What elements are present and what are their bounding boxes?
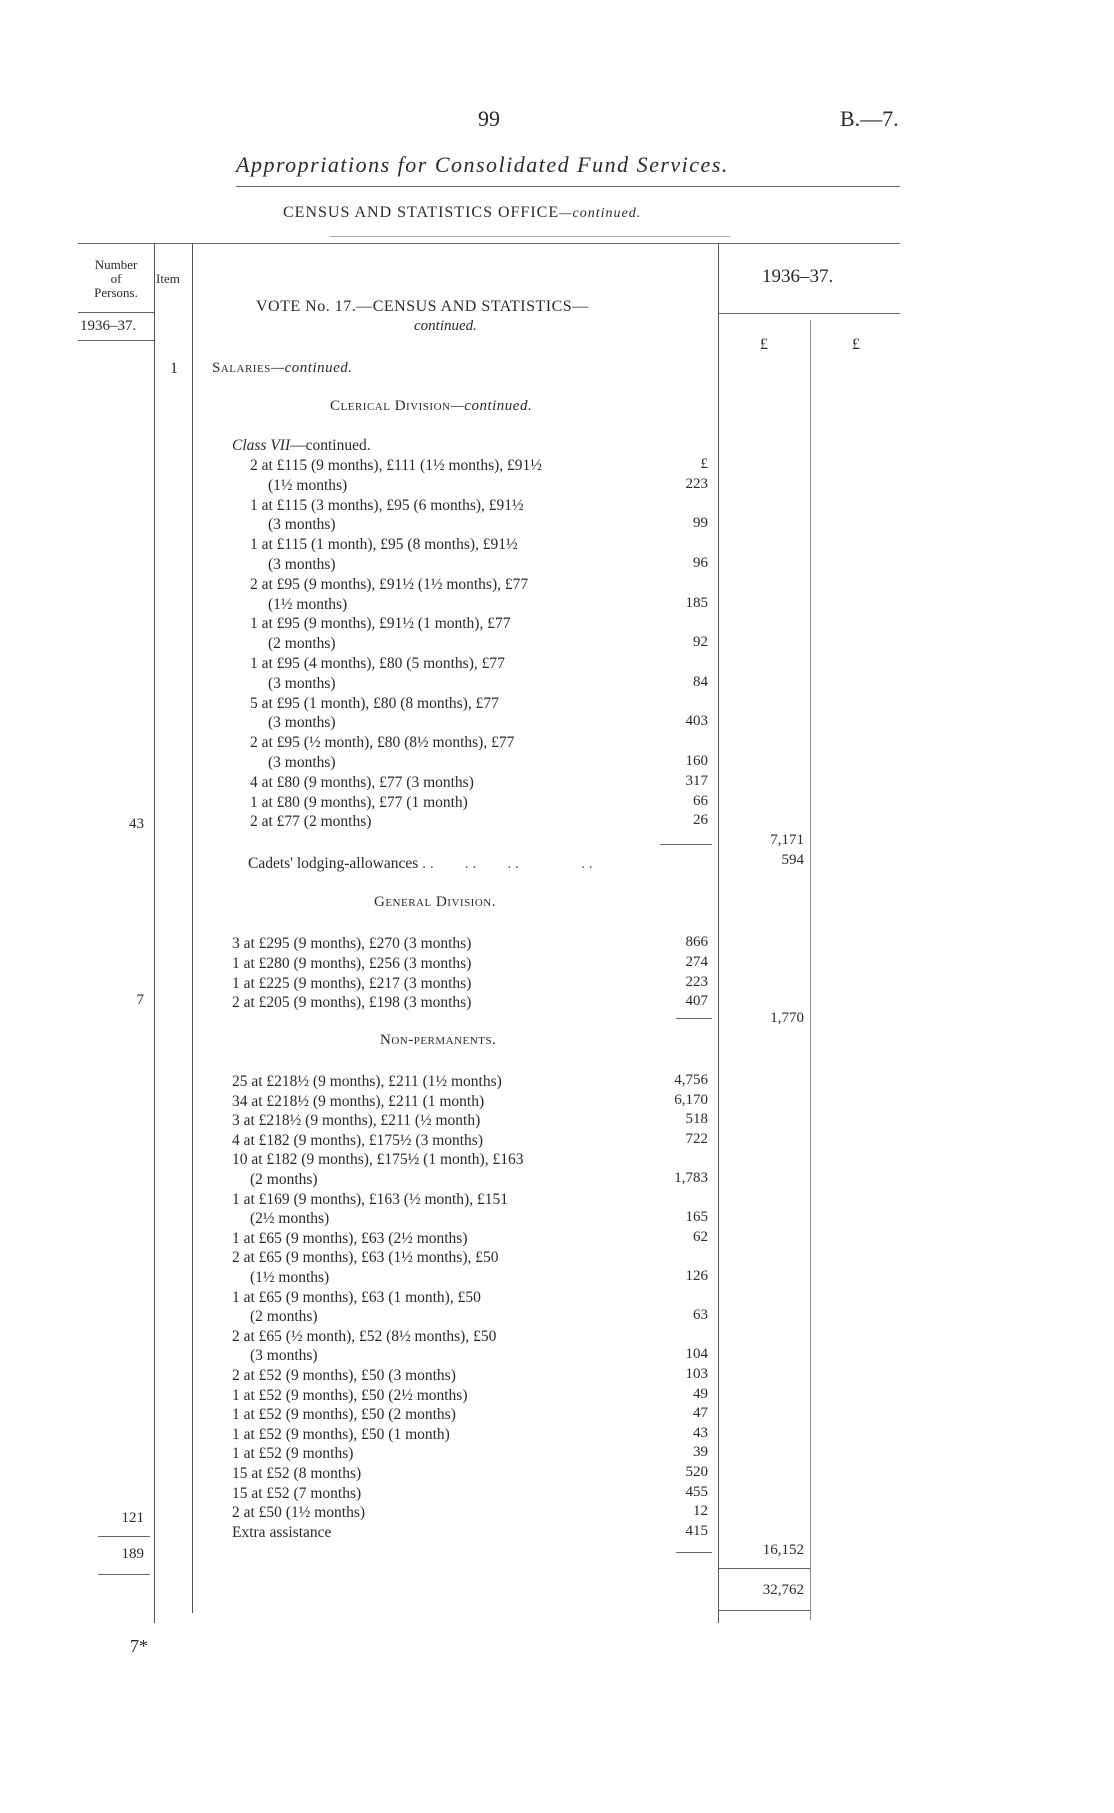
row-description: 4 at £182 (9 months), £175½ (3 months) (232, 1131, 483, 1149)
row-description: 2 at £95 (½ month), £80 (8½ months), £77 (250, 734, 515, 752)
row-amount: 47 (693, 1405, 708, 1422)
row-amount: 104 (685, 1346, 708, 1363)
row-amount: 455 (685, 1483, 708, 1500)
row-description-continued: (3 months) (268, 556, 336, 573)
persons-year-rule (78, 340, 154, 341)
row-description: 1 at £95 (9 months), £91½ (1 month), £77 (250, 615, 511, 633)
salaries-heading (212, 360, 353, 377)
cadets-value: 594 (781, 852, 804, 868)
row-description-continued: (2 months) (268, 635, 336, 653)
non-permanents-heading: Non-permanents. (380, 1032, 497, 1048)
clerical-continued: —continued. (450, 398, 533, 414)
pound-sign-column-1: £ (760, 336, 768, 353)
clerical-label: Clerical Division (330, 398, 451, 414)
row-amount: 317 (685, 772, 708, 789)
row-description-continued: (1½ months) (250, 1269, 330, 1286)
row-amount: 26 (693, 812, 708, 829)
row-amount: 1,783 (674, 1170, 708, 1186)
clerical-total: 7,171 (770, 832, 804, 848)
clerical-pound-sign: £ (700, 456, 708, 472)
salaries-continued: —continued. (270, 360, 353, 376)
row-description: 2 at £50 (1½ months) (232, 1504, 366, 1522)
row-description: 2 at £95 (9 months), £91½ (1½ months), £77 (250, 575, 529, 593)
row-amount: 96 (693, 555, 708, 571)
row-description: 1 at £65 (9 months), £63 (1 month), £50 (232, 1288, 481, 1306)
clerical-persons: 43 (129, 816, 144, 832)
grand-total-rule-bottom (718, 1610, 810, 1611)
row-description-continued: (3 months) (268, 754, 336, 771)
row-description: 2 at £65 (½ month), £52 (8½ months), £50 (232, 1327, 497, 1345)
row-description: 15 at £52 (7 months) (232, 1484, 362, 1502)
row-description-continued: (1½ months) (268, 595, 348, 613)
row-description: 3 at £295 (9 months), £270 (3 months) (232, 935, 472, 952)
row-amount: 62 (693, 1228, 708, 1245)
row-description: 25 at £218½ (9 months), £211 (1½ months) (232, 1073, 502, 1090)
row-description-continued: (3 months) (268, 714, 336, 732)
row-description: 1 at £115 (3 months), £95 (6 months), £91½ (250, 496, 524, 514)
signature-mark: 7* (130, 1636, 148, 1656)
row-amount: 518 (685, 1111, 708, 1128)
document-reference: B.—7. (840, 106, 899, 131)
row-amount: 99 (693, 515, 708, 532)
row-description: 4 at £80 (9 months), £77 (3 months) (250, 773, 474, 791)
leader-dots: . . . . . . . . (418, 855, 593, 872)
persons-year: 1936–37. (80, 318, 137, 334)
row-amount: 185 (685, 594, 708, 611)
header-line: Persons. (94, 285, 138, 300)
row-description: 1 at £65 (9 months), £63 (2½ months) (232, 1229, 468, 1247)
row-description: 1 at £80 (9 months), £77 (1 month) (250, 793, 468, 811)
row-description: 1 at £95 (4 months), £80 (5 months), £77 (250, 655, 505, 672)
row-description: 3 at £218½ (9 months), £211 (½ month) (232, 1112, 481, 1130)
row-description: 2 at £115 (9 months), £111 (1½ months), £91½ (250, 457, 542, 474)
table-top-rule (78, 243, 900, 244)
item-number: 1 (170, 360, 178, 377)
department-name: CENSUS AND STATISTICS OFFICE (283, 204, 560, 221)
general-division-heading: General Division. (374, 894, 496, 910)
department-continued: —continued. (559, 206, 642, 221)
vote-title: VOTE No. 17.—CENSUS AND STATISTICS— (256, 298, 589, 315)
nonperm-total: 16,152 (762, 1542, 804, 1558)
class-heading (232, 436, 371, 456)
nonperm-subtotal-rule (676, 1552, 712, 1553)
row-amount: 39 (693, 1444, 708, 1461)
row-amount: 520 (685, 1464, 708, 1480)
grand-total: 32,762 (762, 1582, 804, 1598)
persons-total-rule-bottom (98, 1574, 150, 1575)
cadets-text: Cadets' lodging-allowances (248, 855, 419, 872)
row-description: 34 at £218½ (9 months), £211 (1 month) (232, 1092, 485, 1110)
dept-rule (330, 236, 730, 237)
class-label: Class VII (232, 437, 291, 454)
row-amount: 722 (685, 1130, 708, 1147)
row-description: 2 at £52 (9 months), £50 (3 months) (232, 1367, 456, 1384)
item-header: Item (156, 271, 180, 286)
header-line: Number (94, 257, 138, 272)
class-continued: —continued. (290, 437, 371, 454)
amount-column-rule-left (718, 243, 719, 1623)
total-persons: 189 (121, 1546, 144, 1562)
pound-sign-column-2: £ (852, 336, 860, 353)
row-description-continued: (1½ months) (268, 476, 348, 494)
row-amount: 407 (685, 993, 708, 1010)
row-amount: 66 (693, 792, 708, 809)
title-rule (236, 186, 900, 187)
row-amount: 49 (693, 1385, 708, 1402)
row-description: 1 at £115 (1 month), £95 (8 months), £91½ (250, 536, 518, 554)
row-description-continued: (2½ months) (250, 1210, 330, 1228)
row-amount: 126 (685, 1268, 708, 1284)
row-amount: 92 (693, 634, 708, 651)
number-of-persons-header (82, 258, 150, 300)
clerical-division-heading (330, 398, 532, 415)
row-amount: 866 (685, 934, 708, 950)
row-description-continued: (3 months) (250, 1347, 318, 1365)
general-total: 1,770 (770, 1010, 804, 1026)
row-amount: 165 (685, 1209, 708, 1226)
amount-column-rule-mid (810, 320, 811, 1620)
row-description: 2 at £65 (9 months), £63 (1½ months), £50 (232, 1249, 499, 1267)
persons-column-rule (154, 243, 155, 1623)
row-description: 1 at £52 (9 months), £50 (2½ months) (232, 1386, 468, 1404)
row-amount: 4,756 (674, 1072, 708, 1088)
clerical-subtotal-rule (660, 844, 712, 845)
general-subtotal-rule (676, 1018, 712, 1019)
row-amount: 12 (693, 1503, 708, 1520)
row-description-continued: (2 months) (250, 1171, 318, 1188)
row-amount: 403 (685, 713, 708, 730)
vote-continued: continued. (414, 318, 477, 334)
row-amount: 223 (685, 973, 708, 990)
row-amount: 6,170 (674, 1091, 708, 1108)
row-description: 1 at £52 (9 months), £50 (1 month) (232, 1425, 450, 1443)
row-description-continued: (2 months) (250, 1308, 318, 1326)
salaries-label: Salaries (212, 360, 271, 376)
row-description: 2 at £205 (9 months), £198 (3 months) (232, 994, 472, 1012)
row-amount: 103 (685, 1366, 708, 1382)
grand-total-rule-top (718, 1568, 810, 1569)
row-description: 15 at £52 (8 months) (232, 1465, 362, 1482)
row-description: 1 at £52 (9 months) (232, 1445, 354, 1463)
row-description: 2 at £77 (2 months) (250, 813, 372, 831)
row-description: 1 at £280 (9 months), £256 (3 months) (232, 954, 472, 972)
row-description: 5 at £95 (1 month), £80 (8 months), £77 (250, 694, 499, 712)
row-amount: 63 (693, 1307, 708, 1324)
nonperm-persons: 121 (121, 1510, 144, 1526)
row-description: 1 at £52 (9 months), £50 (2 months) (232, 1406, 456, 1424)
persons-total-rule-top (98, 1536, 150, 1537)
header-line: of (110, 271, 122, 286)
row-description-continued: (3 months) (268, 516, 336, 534)
row-description: Extra assistance (232, 1523, 332, 1541)
row-amount: 415 (685, 1522, 708, 1539)
row-description: 10 at £182 (9 months), £175½ (1 month), £163 (232, 1151, 524, 1169)
row-amount: 223 (685, 475, 708, 492)
row-description: 1 at £225 (9 months), £217 (3 months) (232, 974, 472, 992)
row-amount: 160 (685, 753, 708, 769)
row-description: 1 at £169 (9 months), £163 (½ month), £151 (232, 1190, 508, 1208)
cadets-label (248, 854, 593, 874)
row-amount: 43 (693, 1424, 708, 1441)
persons-header-rule (78, 312, 154, 313)
general-persons: 7 (136, 992, 144, 1008)
appropriation-year: 1936–37. (762, 266, 834, 287)
page-title: Appropriations for Consolidated Fund Services. (236, 152, 729, 177)
page-number: 99 (478, 106, 500, 131)
row-amount: 274 (685, 953, 708, 970)
year-rule (718, 313, 900, 314)
row-description-continued: (3 months) (268, 674, 336, 692)
item-column-rule (192, 243, 193, 1613)
row-amount: 84 (693, 673, 708, 690)
department-heading (283, 204, 641, 222)
